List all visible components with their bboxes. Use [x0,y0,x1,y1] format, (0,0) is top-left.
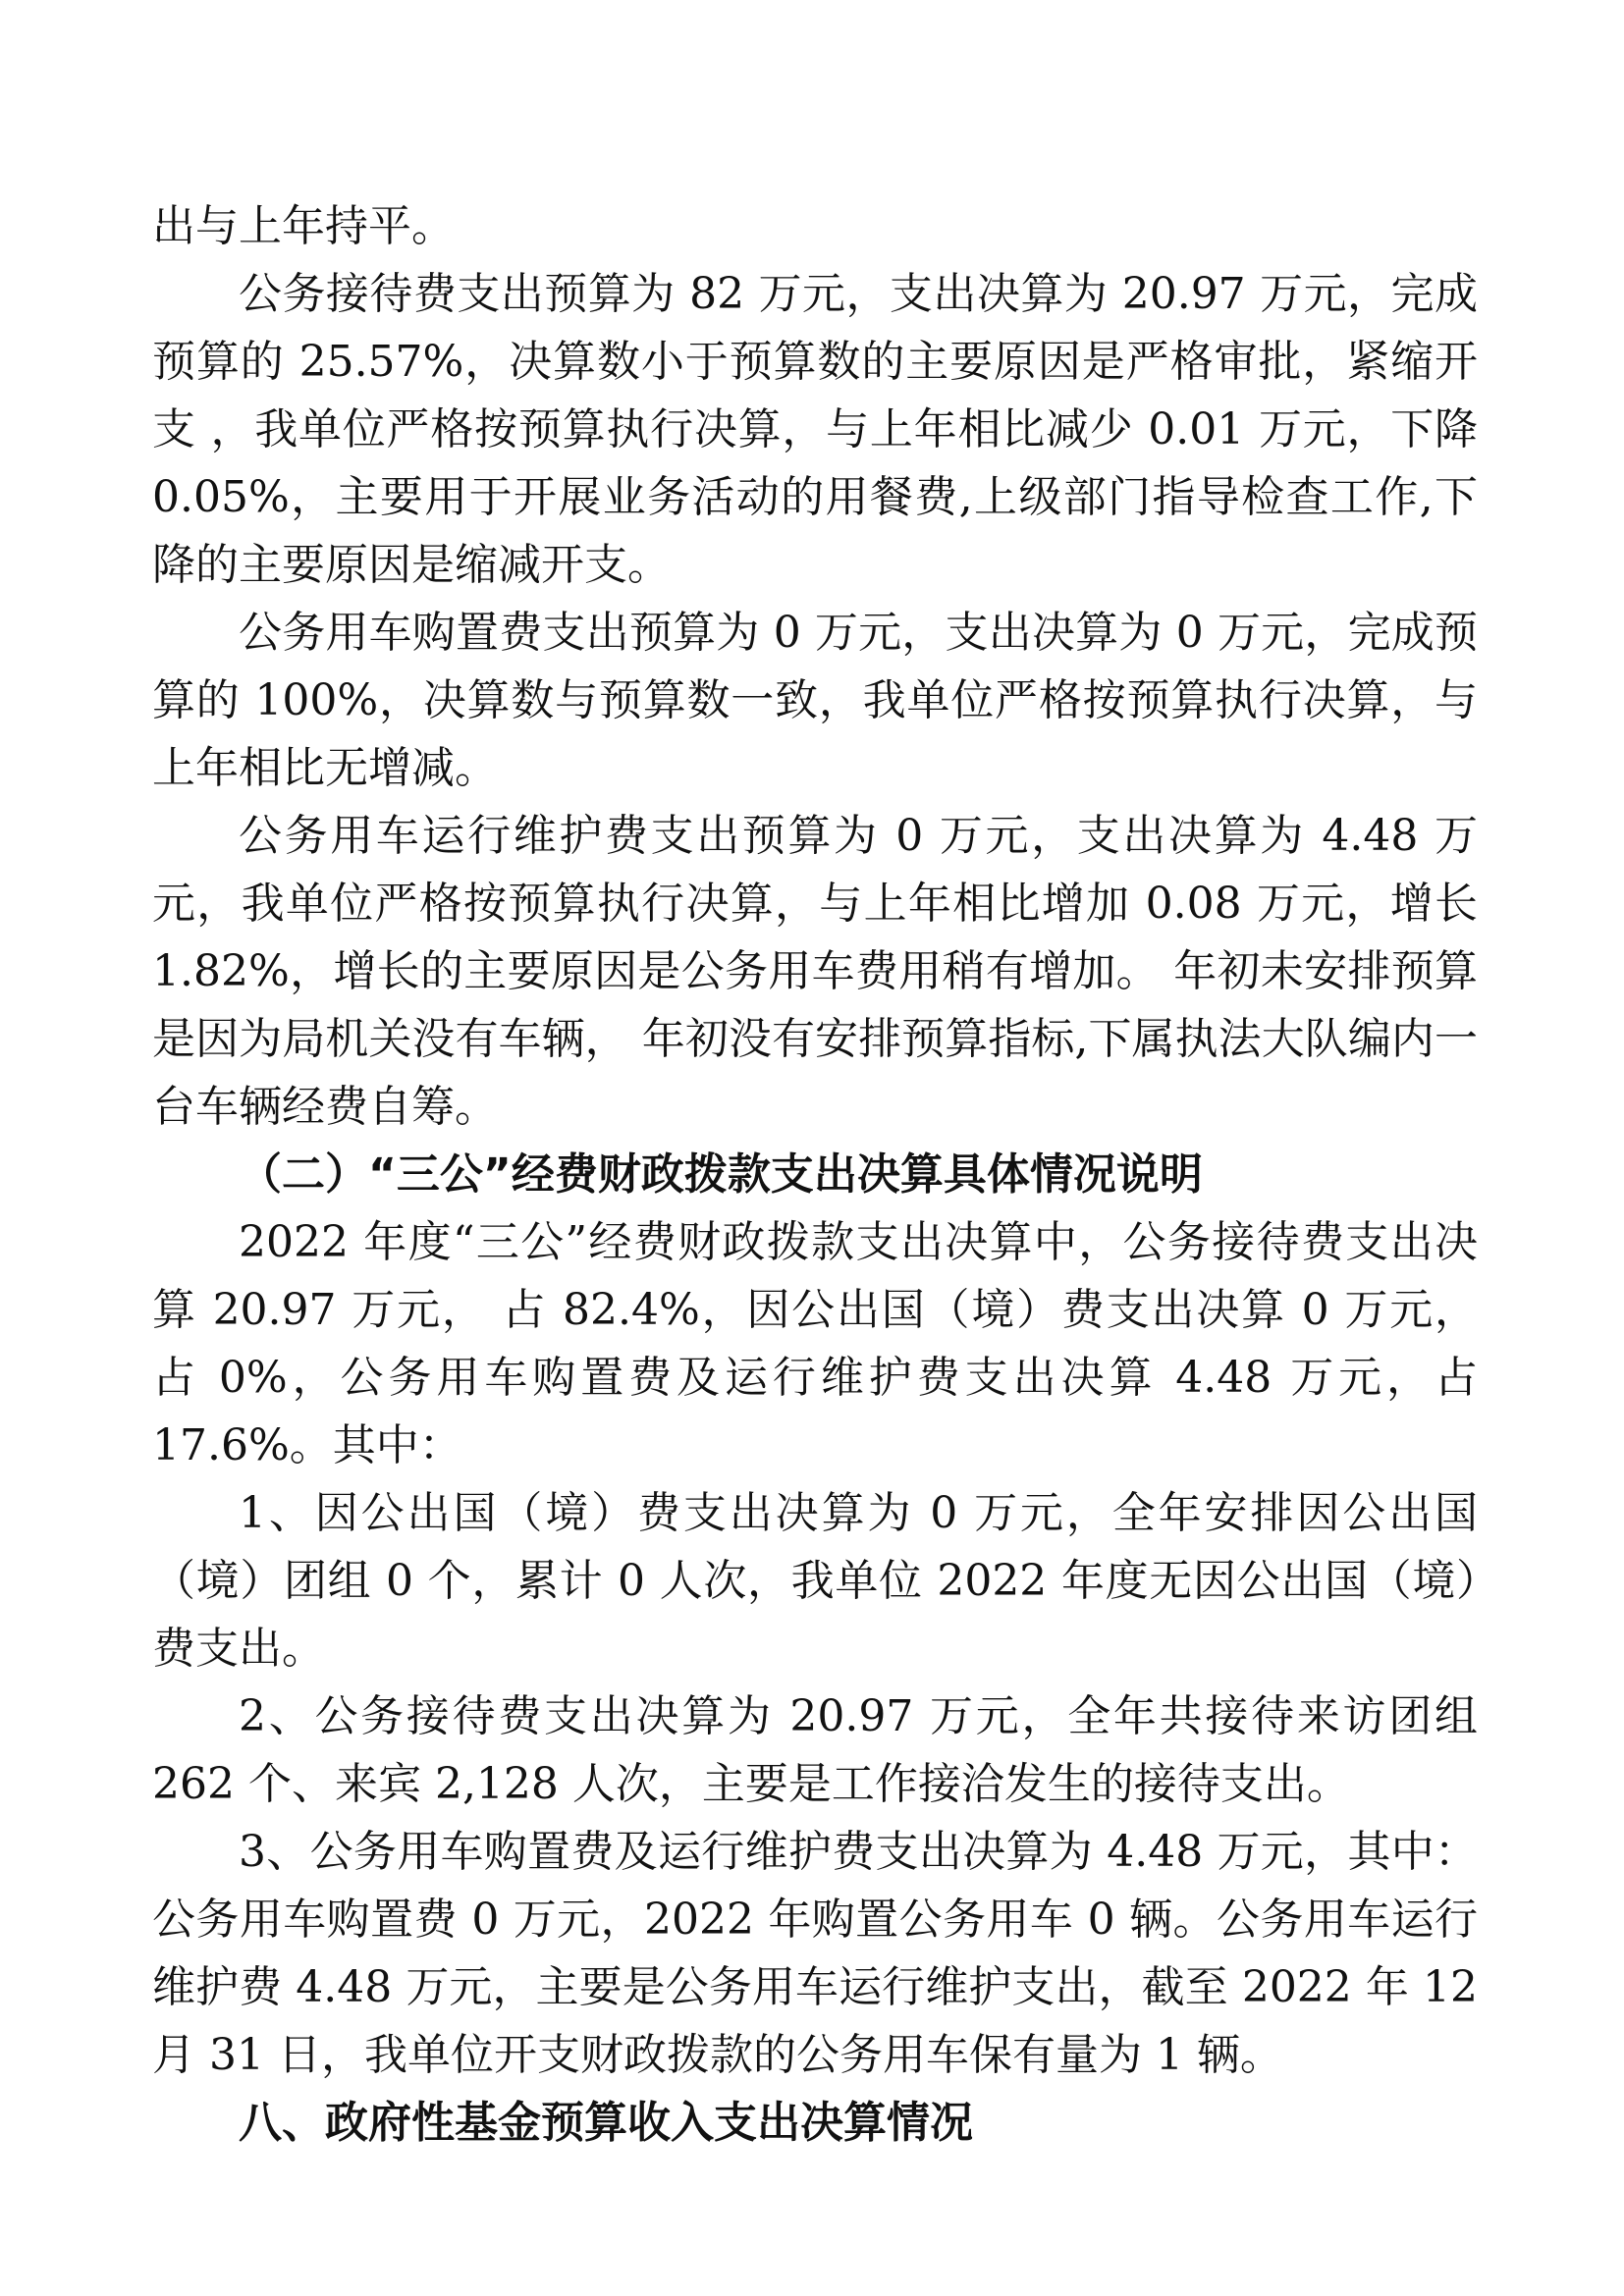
document-page [152,192,1478,2157]
paragraph-overseas-travel: 1、因公出国（境）费支出决算为 0 万元，全年安排因公出国（境）团组 0 个，累计 0 人次，我单位 2022 年度无因公出国（境）费支出。 [152,1488,1478,1674]
paragraph-reception-detail: 2、公务接待费支出决算为 20.97 万元，全年共接待来访团组 262 个、来宾 2,128 人次，主要是工作接洽发生的接待支出。 [152,1691,1478,1809]
paragraph-reception-expense: 公务接待费支出预算为 82 万元，支出决算为 20.97 万元，完成预算的 25.57%，决算数小于预算数的主要原因是严格审批，紧缩开支 ，我单位严格按预算执行决算，与上年相比减少 0.01 万元，下降 0.05%，主要用于开展业务活动的用餐费,上级部门指导检查工作,下降的主要原因是缩减开支。 [152,269,1478,590]
paragraph-continuation: 出与上年持平。 [152,201,455,251]
section-heading-three-public: （二）“三公”经费财政拨款支出决算具体情况说明 [239,1149,1203,1200]
paragraph-vehicle-detail: 3、公务用车购置费及运行维护费支出决算为 4.48 万元，其中：公务用车购置费 0 万元，2022 年购置公务用车 0 辆。公务用车运行维护费 4.48 万元，主要是公务用车运行维护支出，截至 2022 年 12 月 31 日，我单位开支财政拨款的公务用车保有量为 1 辆。 [152,1827,1478,2080]
section-heading-government-fund: 八、政府性基金预算收入支出决算情况 [239,2098,973,2148]
paragraph-three-public-summary: 2022 年度“三公”经费财政拨款支出决算中，公务接待费支出决算 20.97 万元， 占 82.4%，因公出国（境）费支出决算 0 万元， 占 0%，公务用车购置费及运行维护费支出决算 4.48 万元，占 17.6%。其中： [152,1217,1478,1470]
paragraph-vehicle-maintenance: 公务用车运行维护费支出预算为 0 万元，支出决算为 4.48 万元，我单位严格按预算执行决算，与上年相比增加 0.08 万元，增长 1.82%，增长的主要原因是公务用车费用稍有增加。 年初未安排预算是因为局机关没有车辆， 年初没有安排预算指标,下属执法大队编内一台车辆经费自筹。 [152,811,1478,1132]
paragraph-vehicle-purchase: 公务用车购置费支出预算为 0 万元，支出决算为 0 万元，完成预算的 100%，决算数与预算数一致，我单位严格按预算执行决算，与上年相比无增减。 [152,608,1478,793]
